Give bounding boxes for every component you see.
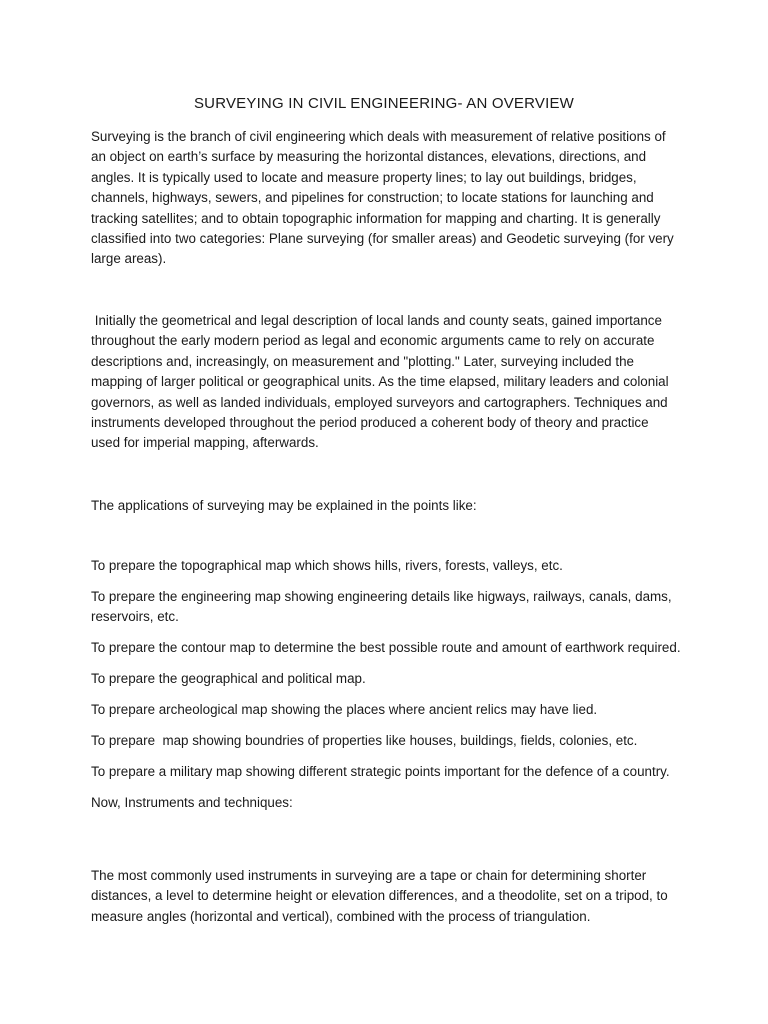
intro-paragraph: Surveying is the branch of civil engineering which deals with measurement of relative positions of an object on earth’s surface by measuring the horizontal distances, elevations, directions, and angles. It is typically used to locate and measure property lines; to lay out buildings, bridges, channels, highways, sewers, and pipelines for construction; to locate stations for launching and tracking satellites; and to obtain topographic information for mapping and charting. It is generally classified into two categories: Plane surveying (for smaller areas) and Geodetic surveying (for very large areas). xyxy=(91,129,674,267)
list-item: To prepare a military map showing different strategic points important for the defence of a country. xyxy=(91,764,670,780)
applications-intro: The applications of surveying may be explained in the points like: xyxy=(91,498,477,513)
document-title: SURVEYING IN CIVIL ENGINEERING- AN OVERVIEW xyxy=(193,95,575,112)
list-item: To prepare the geographical and political map. xyxy=(91,671,366,687)
list-item: To prepare archeological map showing the places where ancient relics may have lied. xyxy=(91,702,598,718)
instruments-paragraph: The most commonly used instruments in surveying are a tape or chain for determining shorter distances, a level to determine height or elevation differences, and a theodolite, set on a tripod, to measure angles (horizontal and vertical), combined with the process of triangulation. xyxy=(91,868,668,924)
list-item: To prepare the contour map to determine the best possible route and amount of earthwork required. xyxy=(91,640,681,656)
applications-list xyxy=(91,556,681,824)
history-paragraph: Initially the geometrical and legal description of local lands and county seats, gained importance throughout the early modern period as legal and economic arguments came to rely on accurate descriptions and, increasingly, on measurement and "plotting." Later, surveying included the mapping of larger political or geographical units. As the time elapsed, military leaders and colonial governors, as well as landed individuals, employed surveyors and cartographers. Techniques and instruments developed throughout the period produced a coherent body of theory and practice used for imperial mapping, afterwards. xyxy=(91,313,673,451)
list-item: To prepare map showing boundries of properties like houses, buildings, fields, colonies, etc. xyxy=(91,733,638,749)
list-item: To prepare the topographical map which shows hills, rivers, forests, valleys, etc. xyxy=(91,558,563,573)
list-item: To prepare the engineering map showing engineering details like higways, railways, canals, dams, reservoirs, etc. xyxy=(91,589,672,625)
section-heading: Now, Instruments and techniques: xyxy=(91,795,293,811)
